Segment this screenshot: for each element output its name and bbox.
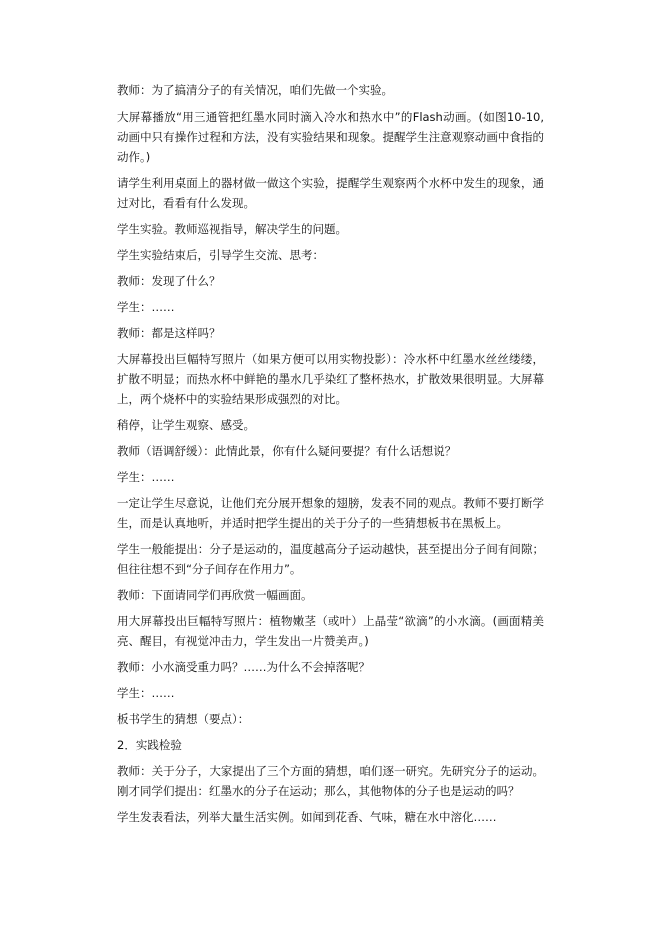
paragraph: 学生发表看法，列举大量生活实例。如闻到花香、气味，糖在水中溶化…… [117, 810, 497, 824]
paragraph: 稍停，让学生观察、感受。 [117, 418, 255, 432]
paragraph: 教师：关于分子，大家提出了三个方面的猜想，咱们逐一研究。先研究分子的运动。刚才同学们提出：红墨水的分子在运动；那么，其他物体的分子也是运动的吗？ [117, 764, 544, 798]
paragraph: 板书学生的猜想（要点）： [117, 712, 250, 726]
paragraph: 大屏幕投出巨幅特写照片（如果方便可以用实物投影）：冷水杯中红墨水丝丝缕缕，扩散不明显；而热水杯中鲜艳的墨水几乎染红了整杯热水，扩散效果很明显。大屏幕上，两个烧杯中的实验结果形成强烈的对比。 [117, 352, 544, 406]
paragraph: 请学生利用桌面上的器材做一做这个实验，提醒学生观察两个水杯中发生的现象，通过对比，看看有什么发现。 [117, 176, 544, 210]
paragraph: 教师（语调舒缓）：此情此景，你有什么疑问要提？有什么话想说？ [117, 444, 457, 458]
paragraph: 教师：为了搞清分子的有关情况，咱们先做一个实验。 [117, 83, 393, 97]
paragraph: 学生一般能提出：分子是运动的，温度越高分子运动越快，甚至提出分子间有间隙；但往往想不到“分子间存在作用力”。 [117, 542, 544, 576]
paragraph: 学生实验。教师巡视指导，解决学生的问题。 [117, 222, 347, 236]
paragraph: 学生：…… [117, 686, 175, 700]
paragraph: 用大屏幕投出巨幅特写照片：植物嫩茎（或叶）上晶莹“欲滴”的小水滴。(画面精美亮、醒目，有视觉冲击力，学生发出一片赞美声。) [117, 614, 544, 648]
paragraph: 教师：发现了什么？ [117, 274, 221, 288]
paragraph: 学生实验结束后，引导学生交流、思考： [117, 248, 324, 262]
paragraph: 教师：都是这样吗？ [117, 326, 221, 340]
paragraph: 大屏幕播放“用三通管把红墨水同时滴入冷水和热水中”的Flash动画。(如图10-10,动画中只有操作过程和方法，没有实验结果和现象。提醒学生注意观察动画中食指的动作。) [117, 110, 544, 164]
paragraph: 一定让学生尽意说，让他们充分展开想象的翅膀，发表不同的观点。教师不要打断学生，而是认真地听，并适时把学生提出的关于分子的一些猜想板书在黑板上。 [117, 496, 544, 530]
paragraph: 教师：小水滴受重力吗？……为什么不会掉落呢？ [117, 660, 370, 674]
section-heading: 2．实践检验 [117, 738, 182, 752]
paragraph: 学生：…… [117, 470, 175, 484]
paragraph: 教师：下面请同学们再欣赏一幅画面。 [117, 588, 313, 602]
paragraph: 学生：…… [117, 300, 175, 314]
document-body [117, 80, 544, 833]
